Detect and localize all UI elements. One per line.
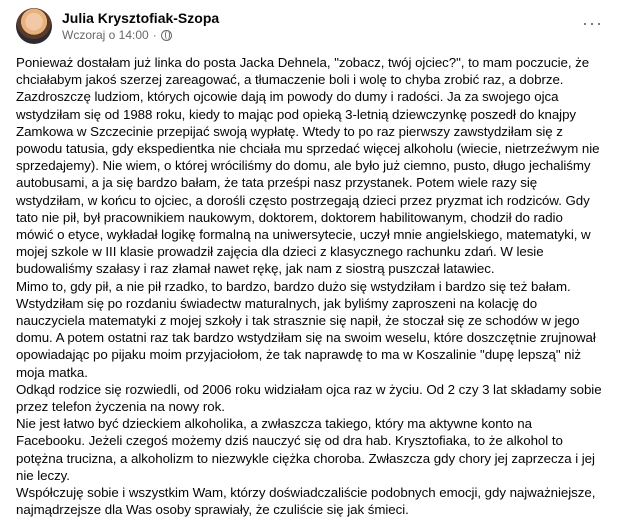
post-paragraph: Zazdroszczę ludziom, których ojcowie dają im powody do dumy i radości. Ja za swojego ojca wstydziłam się od 1988 roku, kiedy to mając pod opieką 3-letnią dziewczynkę poszedł do knajpy Zamkowa w Szczecinie przepijać swoją wypłatę. Wtedy to po raz pierwszy zawstydziłam się z powodu tatusia, gdy ekspedientka nie chciała mu sprzedać więcej alkoholu (wiecie, nietrzeźwym nie sprzedajemy). Nie wiem, o której wróciliśmy do domu, ale było już ciemno, pusto, długo jechaliśmy autobusami, a ja się bardzo bałam, że tata prześpi nasz przystanek. Potem wiele razy się wstydziłam, w końcu to ojciec, a dorośli często postrzegają dzieci przez pryzmat ich rodziców. Gdy tato nie pił, był pracownikiem naukowym, doktorem, doktorem habilitowanym, chodził do radio mówić o etyce, wykładał logikę formalną na uniwersytecie, uczył mnie angielskiego, matematyki, w mojej szkole w III klasie prowadził zajęcia dla dzieci z klasycznego rachunku zdań. W lesie budowaliśmy szałasy i raz złamał nawet rękę, jak nam z siostrą puszczał latawiec. bbox=[16, 89, 600, 277]
post-header bbox=[16, 8, 603, 44]
post-paragraph: Ponieważ dostałam już linka do posta Jacka Dehnela, "zobacz, twój ojciec?", to mam poczucie, że chciałabym jakoś szerzej zareagować, a tłumaczenie boli i wolę to chyba zrobić raz, a dobrze. bbox=[16, 55, 590, 88]
post-paragraph: Odkąd rodzice się rozwiedli, od 2006 roku widziałam ojca raz w życiu. Od 2 czy 3 lat składamy sobie przez telefon życzenia na nowy rok. bbox=[16, 381, 602, 415]
post-paragraph: Nie jest łatwo być dzieckiem alkoholika, a zwłaszcza takiego, który ma aktywne konto na Facebooku. Jeżeli czegoś możemy dziś nauczyć się od dra hab. Krysztofiaka, to że alkohol to potężna trucizna, a alkoholizm to niezwykle ciężka choroba. Zwłaszcza gdy chory jej zaprzecza i jej nie leczy. bbox=[16, 416, 595, 483]
post-subline bbox=[62, 27, 219, 43]
post-meta bbox=[62, 9, 219, 43]
globe-icon bbox=[161, 30, 172, 41]
avatar[interactable] bbox=[16, 8, 52, 44]
author-name[interactable]: Julia Krysztofiak-Szopa bbox=[62, 10, 220, 26]
separator-dot: · bbox=[152, 28, 157, 42]
more-options-icon[interactable]: ··· bbox=[582, 13, 603, 33]
post-body bbox=[16, 54, 603, 518]
post-paragraph: Współczuję sobie i wszystkim Wam, którzy doświadczaliście podobnych emocji, gdy najważniejsze, najmądrzejsze dla Was osoby sprawiały, że czuliście się jak śmieci. bbox=[16, 485, 596, 518]
post-paragraph: Mimo to, gdy pił, a nie pił rzadko, to bardzo, bardzo dużo się wstydziłam i bardzo się też bałam. Wstydziłam się po rozdaniu świadectw maturalnych, jak byliśmy zaproszeni na kolację do nauczyciela matematyki z mojej szkoły i tak strasznie się napił, że stoczał się ze schodów w jego domu. A potem ostatni raz tak bardzo wstydziłam się na swoim weselu, które doszczętnie zrujnował opowiadając po pijaku moim przyjaciołom, że tak naprawdę to ma w Koszalinie "dupę lepszą" niż moja matka. bbox=[16, 278, 596, 380]
post-timestamp[interactable]: Wczoraj o 14:00 bbox=[62, 28, 149, 42]
